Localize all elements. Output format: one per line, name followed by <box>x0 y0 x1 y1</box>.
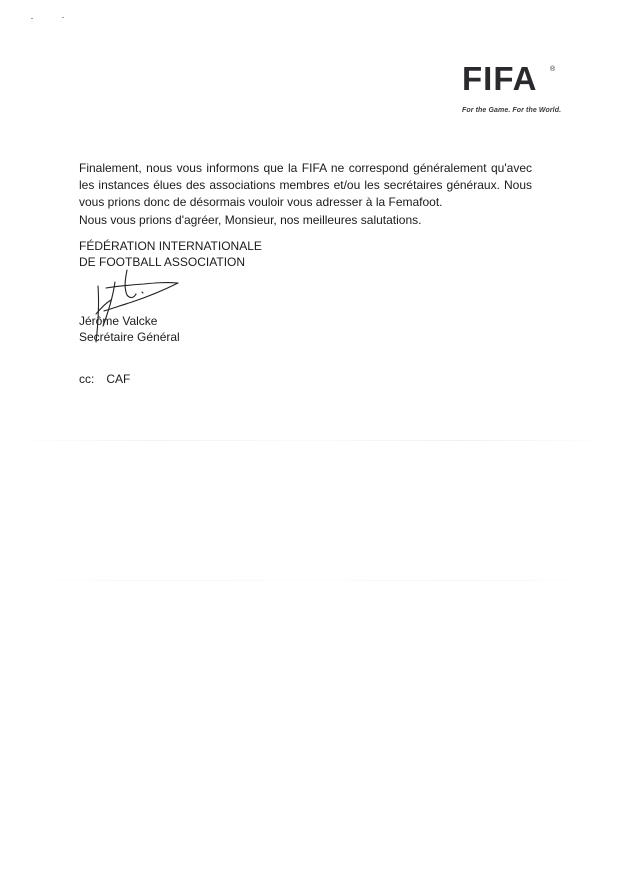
letter-paragraph-closing-notice: Finalement, nous vous informons que la FIFA ne correspond généralement qu'avec les instances élues des associations membres et/ou les secrétaires généraux. Nous vous prions donc de désormais vouloir vous adresser à la Femafoot. <box>79 161 532 209</box>
letter-paragraph-salutation: Nous vous prions d'agréer, Monsieur, nos meilleures salutations. <box>79 213 422 227</box>
organization-line-2: DE FOOTBALL ASSOCIATION <box>79 255 246 269</box>
organization-line-1: FÉDÉRATION INTERNATIONALE <box>79 239 262 253</box>
signer-name: Jérôme Valcke <box>79 314 158 328</box>
logo-wordmark: FIFA <box>462 60 538 97</box>
logo-tagline: For the Game. For the World. <box>462 107 562 114</box>
paper-fold-line <box>4 440 616 441</box>
cc-recipient: CAF <box>106 372 131 386</box>
registered-mark: ® <box>550 66 556 73</box>
scan-speck <box>31 18 33 19</box>
cc-label: cc: <box>79 372 95 386</box>
scan-speck <box>62 17 64 18</box>
paper-fold-line <box>4 580 616 581</box>
handwritten-signature <box>82 258 202 348</box>
signer-title: Secrétaire Général <box>79 330 180 344</box>
fifa-logo <box>462 62 562 122</box>
carbon-copy <box>79 372 130 386</box>
